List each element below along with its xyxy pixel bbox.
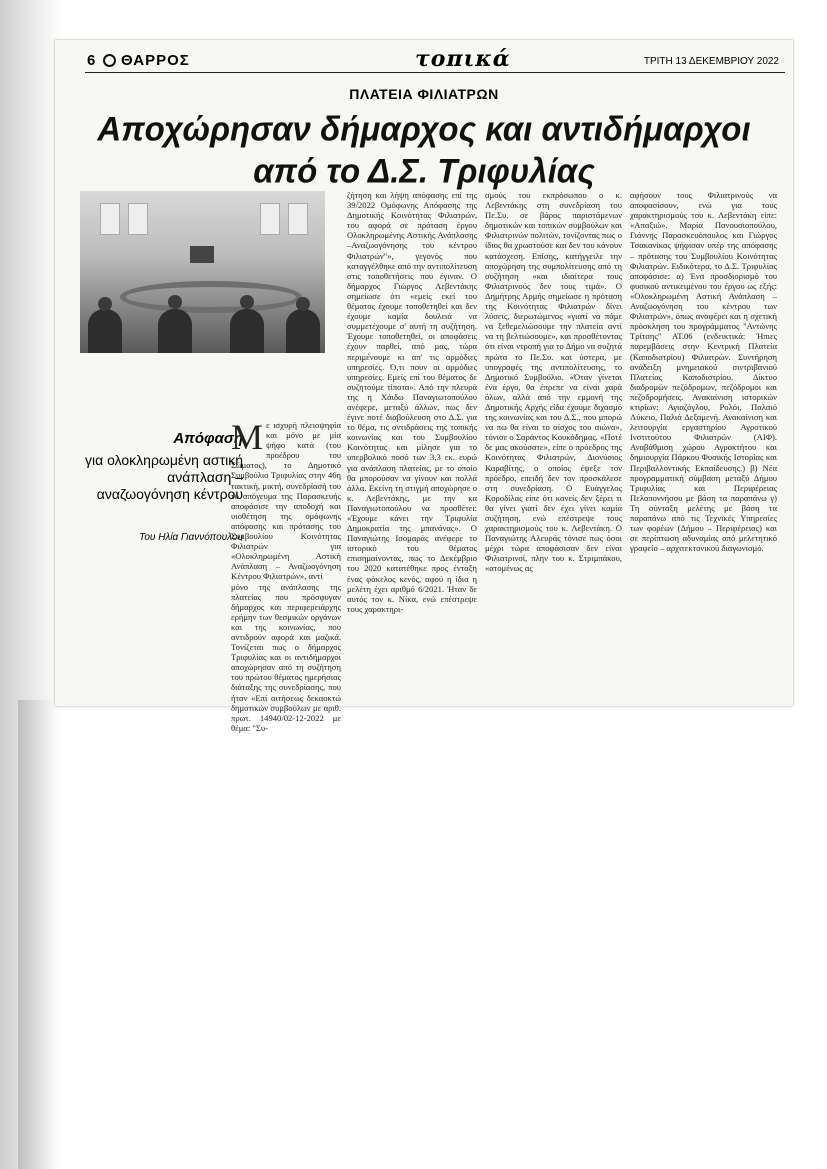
photo-person-head [168, 295, 182, 309]
photo-council-table [120, 281, 302, 313]
side-heading: Απόφαση [173, 430, 243, 447]
photo-window [260, 203, 280, 235]
section-name: τοπικά [415, 46, 511, 72]
paper-logo-icon [103, 54, 116, 67]
photo-person [286, 309, 320, 353]
article-column-2 [347, 190, 477, 720]
scan-bottom-shade [18, 700, 58, 1169]
photo-person-head [296, 297, 310, 311]
page-number: 6 [87, 52, 96, 69]
column-4-text: αφήσουν τους Φιλιατρινούς να αποφασίσουν, ενώ για τους χαρακτηρισμούς του κ. Λεβεντάκη είπε: «Απαξιώ». Μαρία Πανουσιοπούλου, Γιάννης Παρασκευόπουλος και Γιώργος Τσακανίκας ψήφισαν υπέρ της απόφασης – πρότασης του Συμβουλίου Κοινότητας Φιλιατρών. Ειδικότερα, το Δ.Σ. Τριφυλίας αποφάσισε: α) Ένα προσδιορισμό του φυσικού αντικειμένου του έργου ως εξής: «Ολοκληρωμένη Αστική Ανάπλαση – Αναζωογόνηση του κέντρου των Φιλιατρών», όπως αναφέρει και η σχετική πρόσκληση του προγράμματος "Αντώνης Τρίτσης" ΑΤ.06 (ενδεικτικά: Ήπιες παρεμβάσεις στην Κεντρική Πλατεία (Καποδιστρίου) Φιλιατρών. Συντήρηση ανάδειξη μνημειακού σιντριβανιού Πλατείας Καποδιστρίου. Δίκτυο διαδρομών πεζόδρομων, πεζόδρομοι και πεζοδρομήσεις. Ανακαίνιση ιστορικών κτιρίων: Αγιαζόγλου, Ρολόι, Παλαιό Λύκειο, Παλιά Δεξαμενή. Ανακαίνιση και λειτουργία εργαστηρίου Αγροτικού Ινστιτούτου Φιλιατρών (ΑΙΦ). Αναβάθμιση χώρου Αγροκτήτου και δημιουργία Πάρκου Φυσικής Ιστορίας και Περιβαλλοντικής Εκπαίδευσης.) β) Νέα προγραμματική σύμβαση μεταξύ Δήμου Τριφυλίας και Περιφέρειας Πελοποννήσου με βάση τα παραπάνω γ) Τη σύνταξη μελέτης με βάση τα παραπάνω από τις Τεχνικές Υπηρεσίες των φορέων (Δήμου – Περιφέρειας) και σε περίπτωση αδυναμίας από μελετητικό γραφείο – αρχιτεκτονικού διαγωνισμό. [630, 190, 777, 554]
photo-projection-screen [190, 246, 214, 263]
photo-person [88, 309, 122, 353]
photo-person [158, 309, 192, 353]
photo-window [288, 203, 308, 235]
article-column-3 [485, 190, 622, 720]
photo-person-head [98, 297, 112, 311]
byline: Του Ηλία Γιαννόπουλου [139, 532, 243, 543]
photo-window [128, 203, 148, 235]
column-3-text: σμούς του εκπρόσωπου ο κ. Λεβεντάκης στη συνεδρίαση του Πε.Συ. σε βάρος παριστάμενων δημοτικών και τοπικών συμβούλων και Φιλιατρινών πολιτών, τονίζοντας πως ο ίδιος θα χρωστούσε και δεν του κάνουν κατάσχεση. Επίσης, κατήγγειλε την αποχώρηση της συμπολίτευσης από τη συζήτηση «και ιδιαίτερα τους Φιλιατρινούς δεν τους τιμά». Ο Δημήτρης Αρμής σημείωσε η πρόταση της Κοινότητας Φιλιατρών δίνει λύσεις, διερωτώμενος «γιατί να πάμε να ξεθεμελιώσουμε την πλατεία αντί να τη βελτιώσουμε», και προσθέτοντας ότι είναι ντροπή για το Δήμο να συζητά πρώτα το Πε.Συ. και ύστερα, με υπογραφές της αντιπολίτευσης, το Δημοτικό Συμβούλιο. «Όταν γίνεται ένα έργο, θα έπρεπε να είναι χαρά όλων, αλλά από την εμμονή της Δημοτικής Αρχής είδα έχουμε διχασμό της κοινωνίας και του Δ.Σ., που μπορώ να πω θα είναι το αίσχος του αιώνα», τόνισε ο Σαράντος Κουκόδημας. «Ποτέ δε μας ακούσατε», είπε ο πρόεδρος της Κοινότητας Φιλιατρών, Διονύσιος Καραβίτης, ο οποίος έψεξε τον πρόεδρο, επειδή δεν τον προσκάλεσε στη συνεδρίαση. Ο Ευάγγελος Κοροδίλας είπε ότι κανείς δεν ξέρει τι θα γίνει γιατί δεν έχει γίνει καμία συζήτηση, ενώ επέστρεψε τους χαρακτηρισμούς του κ. Λεβεντάκη. Ο Παναγιώτης Αλευράς τόνισε πως όσοι μέχρι τώρα αποφάσισαν δεν είναι Φιλιατρινοί, πλην του κ. Στριμπάκου, «ατομένως ας [485, 190, 622, 574]
photo-person [230, 309, 264, 353]
side-subheading: για ολοκληρωμένη αστική ανάπλαση – αναζωογόνηση κέντρου [84, 452, 243, 502]
article-kicker: ΠΛΑΤΕΙΑ ΦΙΛΙΑΤΡΩΝ [349, 86, 499, 102]
photo-person-head [240, 295, 254, 309]
article-column-4 [630, 190, 777, 720]
column-1-text-a: ε ισχυρή πλειοψηφία και μόνο με μία ψήφο κατά (του προέδρου του Σώματος), το Δημοτικό Συμβούλιο Τριφυλίας στην 46η τακτική, μικτή, συνεδρίασή του το απόγευμα της Παρασκευής αποφάσισε την αποδοχή και υιοθέτηση της ομόφωνης απόφασης και πρότασης του Συμβουλίου Κοινότητας Φιλιατρών για «Ολοκληρωμένη Αστική Ανάπλαση – Αναζωογόνηση Κέντρου Φιλιατρών», αντί [231, 420, 341, 582]
dropcap: Μ [231, 417, 264, 457]
headline-line-1: Αποχώρησαν δήμαρχος και αντιδήμαρχοι [97, 109, 751, 148]
headline-line-2: από το Δ.Σ. Τριφυλίας [253, 151, 595, 190]
photo-window [100, 203, 120, 235]
column-2-text: ζήτηση και λήψη απόφασης επί της 39/2022 Ομόφωνης Απόφασης της Δημοτικής Κοινότητας Φιλιατρών, του αφορά σε πρόταση έργου Ολοκληρωμένης Αστικής Ανάπλασης –Αναζωογόνησης του κέντρου Φιλιατρών"», γεγονός που καταγγέλθηκε από την αντιπολίτευση στις τοποθετήσεις που έγιναν. Ο δήμαρχος Γιώργος Λεβεντάκης σημείωσε ότι «εμείς εκεί του θέματος έχουμε τοποθετηθεί και δεν έχουμε καμία δουλειά να συμμετέχουμε σ' αυτή τη συζήτηση. Έχουμε τοποθετηθεί, οι αποφάσεις έχουν παρθεί, από μας, τώρα περιμένουμε κι απ' τις αρμόδιες υπηρεσίες. Ό,τι πουν οι αρμόδιες υπηρεσίες. Εμείς επί του θέματος δε συζητούμε τίποτα». Από την πλευρά της η Χάιδω Παναγιωτοπούλου ανέφερε, μεταξύ άλλων, πως δεν έγινε ποτέ διαβούλευση στο Δ.Σ. για το θέμα, τις αντιδράσεις της τοπικής κοινωνίας και του Συμβουλίου Κοινότητας και μίλησε για το υπερβολικό ποσό των 3,3 εκ. ευρώ για ανάπλαση πλατείας, με το οποίο θα μπορούσαν να γίνουν και πολλά άλλα. Εκείνη τη στιγμή αποχώρησε ο κ. Λεβεντάκης, με την κα Παναγιωτοπούλου να προσθέτει: «Έχουμε κάνει την Τριφυλία Δημοκρατία της μπανάνας». Ο Παναγιώτης Ισομαράς ανέφερε το ιστορικό του θέματος επισημαίνοντας, πως το Δεκέμβριο του 2020 κατατέθηκε προς ένταξη ένας φάκελος κενός, αφού η ίδια η μελέτη έχει αριθμό 6/2021. Ήταν δε αυτός τον κ. Νίκα, ενώ επέστρεψε τους χαρακτηρι- [347, 190, 477, 614]
issue-date: ΤΡΙΤΗ 13 ΔΕΚΕΜΒΡΙΟΥ 2022 [643, 56, 779, 67]
masthead [85, 46, 785, 73]
council-meeting-photo [80, 191, 325, 353]
article-column-1 [231, 417, 341, 733]
paper-name: ΘΑΡΡΟΣ [121, 52, 190, 69]
column-1-text-b: μόνο της ανάπλασης της πλατείας που πρόσφυγαν δήμαρχος και περιφερειάρχης ερήμην των θεσμικών οργάνων και της κοινωνίας, που αντιδρούν αφορά και μαζικά. Τονίζεται πως ο δήμαρχος Τριφυλίας και οι αντιδήμαρχοι αποχώρησαν από τη συζήτηση του πρώτου θέματος ημερήσιας διάταξης της συνεδρίασης, που ήταν «Επί αιτήσεως δεκαοκτώ δημοτικών συμβούλων με αριθ. πρωτ. 14940/02-12-2022 με θέμα: "Συ- [231, 581, 341, 733]
article-headline [55, 108, 793, 192]
newspaper-clipping [55, 40, 793, 733]
